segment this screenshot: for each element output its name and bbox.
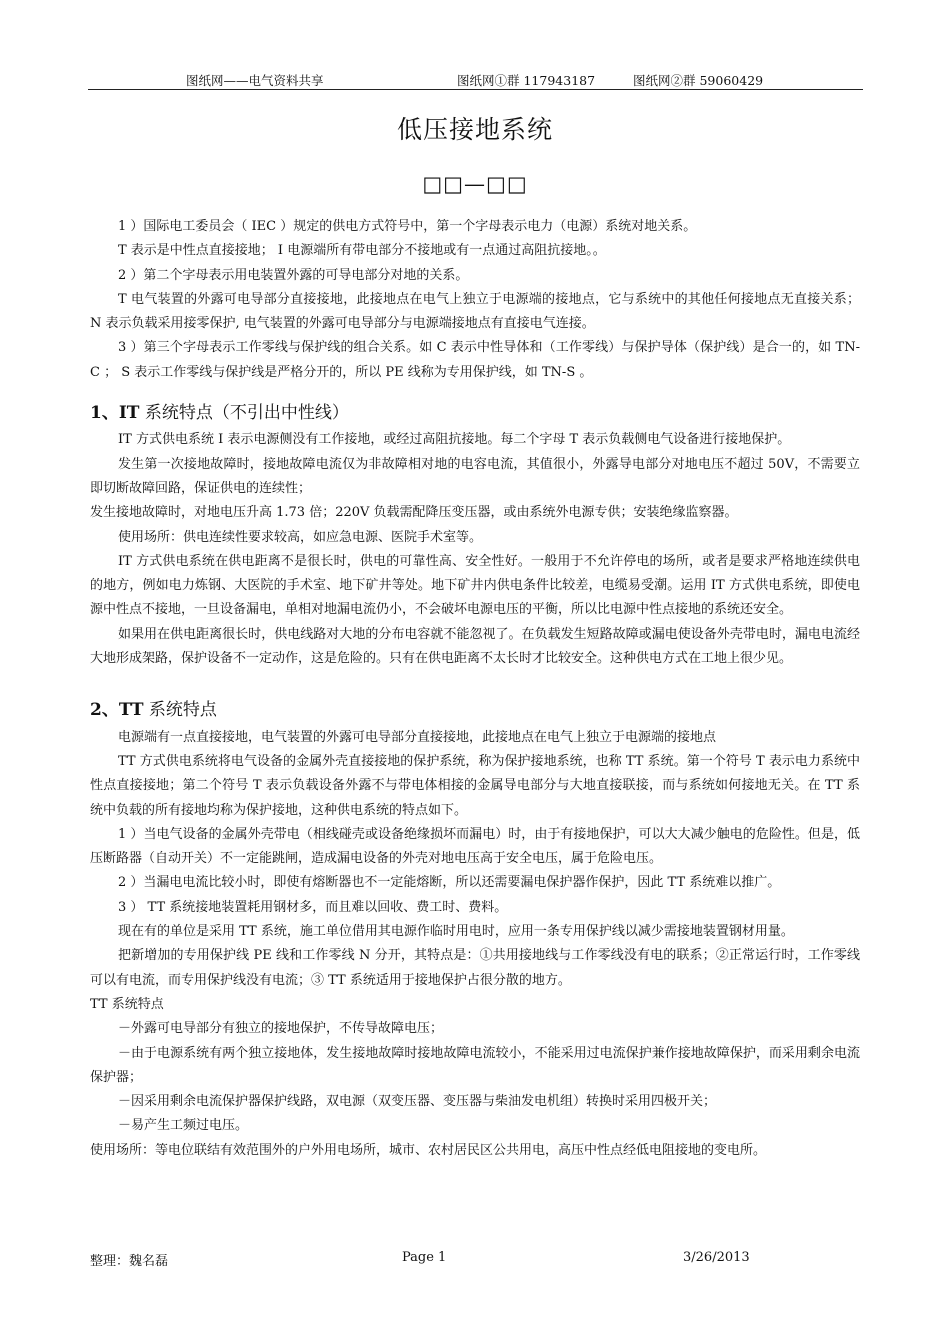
- page-footer: [90, 1250, 860, 1268]
- footer-page-number: Page 1: [402, 1250, 447, 1265]
- header-group2-text: 图纸网②群 59060429: [633, 73, 764, 88]
- section-paragraph: 1 ）当电气设备的金属外壳带电（相线碰壳或设备绝缘损坏而漏电）时，由于有接地保护，可以大大减少触电的危险性。但是，低压断路器（自动开关）不一定能跳闸，造成漏电设备的外壳对地电压高于安全电压，属于危险电压。: [90, 826, 860, 867]
- section-paragraph: 3 ） TT 系统接地装置耗用钢材多，而且难以回收、费工时、费料。: [118, 899, 508, 915]
- intro-paragraph: 1 ）国际电工委员会（ IEC ）规定的供电方式符号中，第一个字母表示电力（电源）系统对地关系。: [118, 219, 697, 234]
- page-header: [88, 70, 863, 90]
- document-subtitle: □□—□□: [422, 172, 528, 196]
- section-number: 2、TT: [90, 700, 144, 721]
- document-title: 低压接地系统: [396, 115, 553, 144]
- features-heading: TT 系统特点: [90, 996, 164, 1012]
- intro-paragraph: T 电气装置的外露可电导部分直接接地，此接地点在电气上独立于电源端的接地点，它与系统中的其他任何接地点无直接关系； N 表示负载采用接零保护, 电气装置的外露可电导部分与电源端接地点有直接电气连接。: [90, 291, 860, 332]
- footer-author: 整理：魏名磊: [90, 1254, 169, 1269]
- section-heading-tt: [90, 698, 860, 722]
- intro-paragraph: 3 ）第三个字母表示工作零线与保护线的组合关系。如 C 表示中性导体和（工作零线）与保护导体（保护线）是合一的，如 TN-C ； S 表示工作零线与保护线是严格分开的，所以 PE 线称为专用保护线，如 TN-S 。: [90, 340, 860, 380]
- section-heading-it: [90, 401, 860, 425]
- intro-paragraph: T 表示是中性点直接接地； I 电源端所有带电部分不接地或有一点通过高阻抗接地。。: [118, 243, 606, 259]
- section-paragraph: 如果用在供电距离很长时，供电线路对大地的分布电容就不能忽视了。在负载发生短路故障或漏电使设备外壳带电时，漏电电流经大地形成架路，保护设备不一定动作，这是危险的。只有在供电距离不太长时才比较安全。这种供电方式在工地上很少见。: [90, 626, 860, 667]
- feature-item: －因采用剩余电流保护器保护线路，双电源（双变压器、变压器与柴油发电机组）转换时采用四极开关；: [118, 1094, 717, 1110]
- section-paragraph: 电源端有一点直接接地，电气装置的外露可电导部分直接接地，此接地点在电气上独立于电源端的接地点: [118, 729, 717, 745]
- intro-paragraph: 2 ）第二个字母表示用电装置外露的可导电部分对地的关系。: [118, 267, 469, 283]
- document-body: [90, 215, 860, 1163]
- footer-date: 3/26/2013: [683, 1250, 750, 1265]
- section-paragraph: IT 方式供电系统在供电距离不是很长时，供电的可靠性高、安全性好。一般用于不允许停电的场所，或者是要求严格地连续供电的地方，例如电力炼钢、大医院的手术室、地下矿井等处。地下矿井内供电条件比较差，电缆易受潮。运用 IT 方式供电系统，即使电源中性点不接地，一旦设备漏电，单相对地漏电流仍小，不会破坏电源电压的平衡，所以比电源中性点接地的系统还安全。: [90, 553, 860, 618]
- section-paragraph: 现在有的单位是采用 TT 系统，施工单位借用其电源作临时用电时，应用一条专用保护线以减少需接地装置钢材用量。: [118, 924, 794, 940]
- section-paragraph: IT 方式供电系统 I 表示电源侧没有工作接地，或经过高阻抗接地。每二个字母 T 表示负载侧电气设备进行接地保护。: [118, 432, 791, 448]
- feature-item: －易产生工频过电压。: [118, 1118, 249, 1134]
- section-paragraph: 使用场所：供电连续性要求较高，如应急电源、医院手术室等。: [118, 529, 483, 545]
- header-group1-text: 图纸网①群 117943187: [457, 73, 596, 88]
- section-paragraph: 发生第一次接地故障时，接地故障电流仅为非故障相对地的电容电流，其值很小，外露导电部分对地电压不超过 50V，不需要立即切断故障回路，保证供电的连续性；: [90, 456, 860, 496]
- header-left-text: 图纸网——电气资料共享: [186, 73, 324, 88]
- section-title: 系统特点: [143, 700, 217, 721]
- section-number: 1、IT: [90, 403, 140, 424]
- section-paragraph: 2 ）当漏电电流比较小时，即使有熔断器也不一定能熔断，所以还需要漏电保护器作保护，因此 TT 系统难以推广。: [118, 875, 781, 891]
- section-paragraph: 把新增加的专用保护线 PE 线和工作零线 N 分开，其特点是：①共用接地线与工作零线没有电的联系；②正常运行时，工作零线可以有电流，而专用保护线没有电流；③ TT 系统适用于接地保护占很分散的地方。: [90, 948, 860, 988]
- feature-item: －外露可电导部分有独立的接地保护，不传导故障电压；: [118, 1021, 444, 1037]
- usage-paragraph: 使用场所：等电位联结有效范围外的户外用电场所，城市、农村居民区公共用电，高压中性点经低电阻接地的变电所。: [90, 1142, 767, 1158]
- section-paragraph: 发生接地故障时，对地电压升高 1.73 倍；220V 负载需配降压变压器，或由系统外电源专供；安装绝缘监察器。: [90, 505, 738, 521]
- feature-item: －由于电源系统有两个独立接地体，发生接地故障时接地故障电流较小，不能采用过电流保护兼作接地故障保护，而采用剩余电流保护器；: [90, 1045, 860, 1085]
- section-paragraph: TT 方式供电系统将电气设备的金属外壳直接接地的保护系统，称为保护接地系统，也称 TT 系统。第一个符号 T 表示电力系统中性点直接接地；第二个符号 T 表示负载设备外露不与带电体相接的金属导电部分与大地直接联接，而与系统如何接地无关。在 TT 系统中负载的所有接地均称为保护接地，这种供电系统的特点如下。: [90, 753, 860, 818]
- section-title: 系统特点（不引出中性线）: [139, 403, 349, 424]
